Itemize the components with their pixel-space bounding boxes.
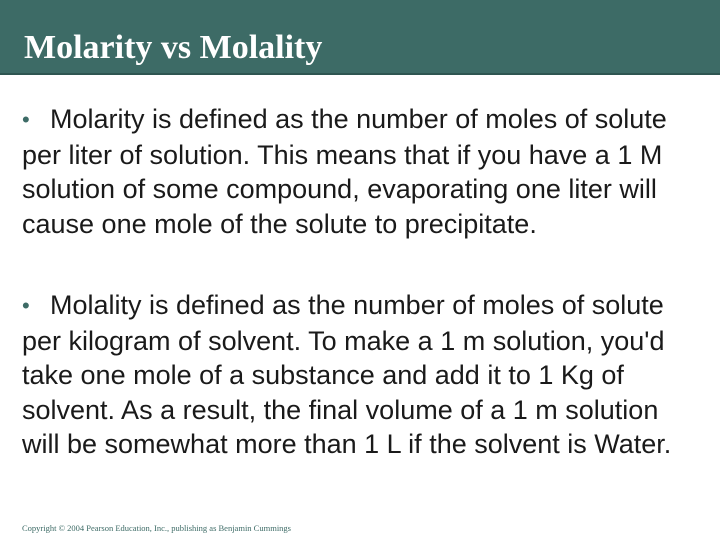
title-bar	[0, 0, 720, 75]
bullet-marker: •	[22, 107, 30, 132]
title-divider	[0, 73, 720, 75]
bullet-marker: •	[22, 293, 30, 318]
bullet-molarity	[22, 102, 702, 241]
slide-title: Molarity vs Molality	[24, 29, 323, 66]
bullet-molality	[22, 288, 702, 462]
bullet-text: Molality is defined as the number of moles of solute per kilogram of solvent. To make a 1 m solution, you'd take one mole of a substance and add it to 1 Kg of solvent. As a result, the final volume of a 1 m solution will be somewhat more than 1 L if the solvent is Water.	[22, 290, 672, 459]
copyright-footer: Copyright © 2004 Pearson Education, Inc., publishing as Benjamin Cummings	[22, 523, 291, 533]
bullet-text: Molarity is defined as the number of moles of solute per liter of solution. This means that if you have a 1 M solution of some compound, evaporating one liter will cause one mole of the solute to precipitate.	[22, 104, 667, 239]
